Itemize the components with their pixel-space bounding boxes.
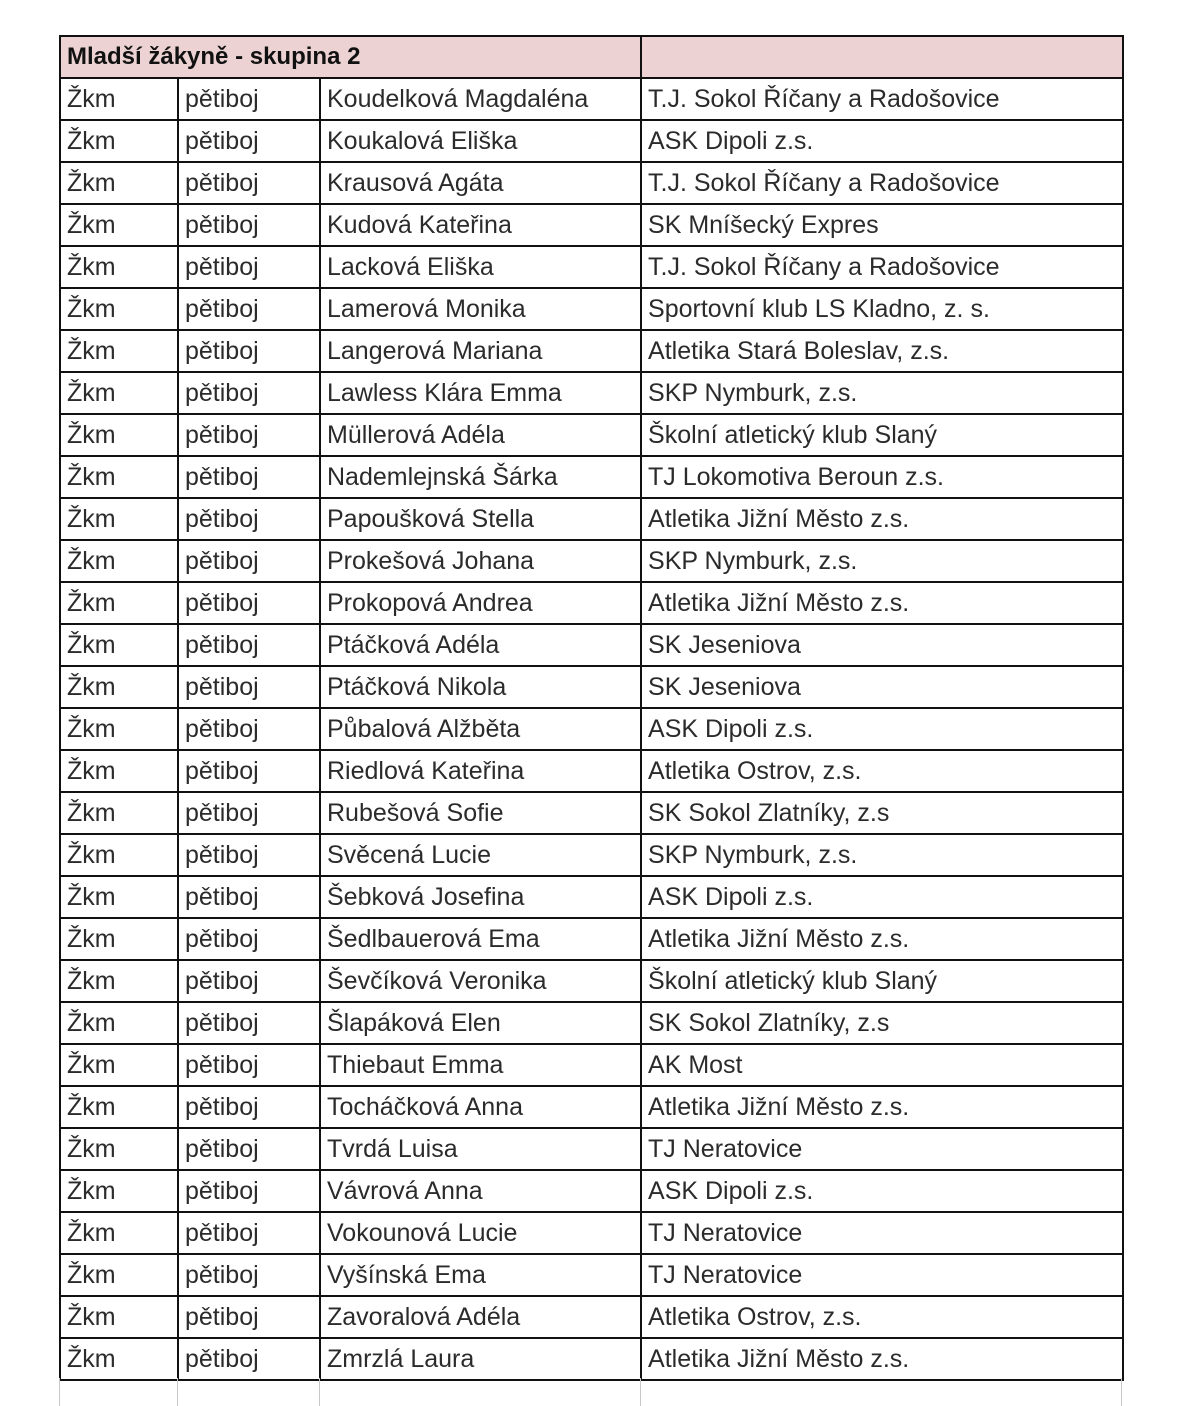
discipline-cell[interactable]: pětiboj bbox=[178, 120, 320, 162]
table-row bbox=[60, 456, 1123, 498]
athlete-name-cell[interactable]: Ptáčková Nikola bbox=[320, 666, 641, 708]
athlete-name-cell[interactable]: Šlapáková Elen bbox=[320, 1002, 641, 1044]
athlete-name-cell[interactable]: Půbalová Alžběta bbox=[320, 708, 641, 750]
athlete-name-cell[interactable]: Tvrdá Luisa bbox=[320, 1128, 641, 1170]
category-cell[interactable]: Žkm bbox=[60, 1086, 178, 1128]
table-row bbox=[60, 78, 1123, 120]
category-cell[interactable]: Žkm bbox=[60, 1212, 178, 1254]
table-row bbox=[60, 1212, 1123, 1254]
discipline-cell[interactable]: pětiboj bbox=[178, 876, 320, 918]
athlete-name-cell[interactable]: Vyšínská Ema bbox=[320, 1254, 641, 1296]
discipline-cell[interactable]: pětiboj bbox=[178, 1338, 320, 1380]
athlete-name-cell[interactable]: Lacková Eliška bbox=[320, 246, 641, 288]
table-row bbox=[60, 414, 1123, 456]
gridline bbox=[177, 1378, 178, 1406]
discipline-cell[interactable]: pětiboj bbox=[178, 792, 320, 834]
category-cell[interactable]: Žkm bbox=[60, 666, 178, 708]
club-cell[interactable]: SK Jeseniova bbox=[641, 624, 1123, 666]
table-row bbox=[60, 666, 1123, 708]
table-row bbox=[60, 1086, 1123, 1128]
table-row bbox=[60, 162, 1123, 204]
athlete-name-cell[interactable]: Prokešová Johana bbox=[320, 540, 641, 582]
category-cell[interactable]: Žkm bbox=[60, 120, 178, 162]
athlete-name-cell[interactable]: Zavoralová Adéla bbox=[320, 1296, 641, 1338]
club-cell[interactable]: T.J. Sokol Říčany a Radošovice bbox=[641, 78, 1123, 120]
table-row bbox=[60, 750, 1123, 792]
club-cell[interactable]: T.J. Sokol Říčany a Radošovice bbox=[641, 246, 1123, 288]
discipline-cell[interactable]: pětiboj bbox=[178, 330, 320, 372]
table-row bbox=[60, 960, 1123, 1002]
athlete-name-cell[interactable]: Müllerová Adéla bbox=[320, 414, 641, 456]
club-cell[interactable]: SKP Nymburk, z.s. bbox=[641, 372, 1123, 414]
discipline-cell[interactable]: pětiboj bbox=[178, 708, 320, 750]
group-title[interactable]: Mladší žákyně - skupina 2 bbox=[60, 36, 641, 78]
athlete-name-cell[interactable]: Rubešová Sofie bbox=[320, 792, 641, 834]
discipline-cell[interactable]: pětiboj bbox=[178, 414, 320, 456]
athlete-name-cell[interactable]: Lawless Klára Emma bbox=[320, 372, 641, 414]
category-cell[interactable]: Žkm bbox=[60, 1002, 178, 1044]
category-cell[interactable]: Žkm bbox=[60, 162, 178, 204]
table-row bbox=[60, 204, 1123, 246]
discipline-cell[interactable]: pětiboj bbox=[178, 1170, 320, 1212]
table-row bbox=[60, 1170, 1123, 1212]
club-cell[interactable]: SK Sokol Zlatníky, z.s bbox=[641, 792, 1123, 834]
discipline-cell[interactable]: pětiboj bbox=[178, 498, 320, 540]
category-cell[interactable]: Žkm bbox=[60, 1128, 178, 1170]
club-cell[interactable]: ASK Dipoli z.s. bbox=[641, 876, 1123, 918]
category-cell[interactable]: Žkm bbox=[60, 1170, 178, 1212]
athlete-name-cell[interactable]: Prokopová Andrea bbox=[320, 582, 641, 624]
club-cell[interactable]: TJ Neratovice bbox=[641, 1212, 1123, 1254]
table-row bbox=[60, 288, 1123, 330]
category-cell[interactable]: Žkm bbox=[60, 960, 178, 1002]
athlete-name-cell[interactable]: Nademlejnská Šárka bbox=[320, 456, 641, 498]
discipline-cell[interactable]: pětiboj bbox=[178, 666, 320, 708]
club-cell[interactable]: ASK Dipoli z.s. bbox=[641, 120, 1123, 162]
category-cell[interactable]: Žkm bbox=[60, 330, 178, 372]
table-row bbox=[60, 1128, 1123, 1170]
athlete-name-cell[interactable]: Langerová Mariana bbox=[320, 330, 641, 372]
club-cell[interactable]: SKP Nymburk, z.s. bbox=[641, 834, 1123, 876]
gridline bbox=[59, 1378, 60, 1406]
athlete-name-cell[interactable]: Ševčíková Veronika bbox=[320, 960, 641, 1002]
club-cell[interactable]: Atletika Ostrov, z.s. bbox=[641, 750, 1123, 792]
athlete-name-cell[interactable]: Krausová Agáta bbox=[320, 162, 641, 204]
club-cell[interactable]: AK Most bbox=[641, 1044, 1123, 1086]
table-row bbox=[60, 1044, 1123, 1086]
athlete-name-cell[interactable]: Šebková Josefina bbox=[320, 876, 641, 918]
club-cell[interactable]: ASK Dipoli z.s. bbox=[641, 1170, 1123, 1212]
club-cell[interactable]: Atletika Stará Boleslav, z.s. bbox=[641, 330, 1123, 372]
category-cell[interactable]: Žkm bbox=[60, 624, 178, 666]
table-row bbox=[60, 876, 1123, 918]
discipline-cell[interactable]: pětiboj bbox=[178, 1254, 320, 1296]
category-cell[interactable]: Žkm bbox=[60, 498, 178, 540]
gridline bbox=[319, 1378, 320, 1406]
category-cell[interactable]: Žkm bbox=[60, 876, 178, 918]
athlete-name-cell[interactable]: Lamerová Monika bbox=[320, 288, 641, 330]
discipline-cell[interactable]: pětiboj bbox=[178, 1212, 320, 1254]
category-cell[interactable]: Žkm bbox=[60, 372, 178, 414]
category-cell[interactable]: Žkm bbox=[60, 1296, 178, 1338]
gridline bbox=[640, 1378, 641, 1406]
discipline-cell[interactable]: pětiboj bbox=[178, 1044, 320, 1086]
group-header-row bbox=[60, 36, 1123, 78]
club-cell[interactable]: T.J. Sokol Říčany a Radošovice bbox=[641, 162, 1123, 204]
table-row bbox=[60, 120, 1123, 162]
discipline-cell[interactable]: pětiboj bbox=[178, 960, 320, 1002]
table-row bbox=[60, 330, 1123, 372]
table-row bbox=[60, 582, 1123, 624]
discipline-cell[interactable]: pětiboj bbox=[178, 540, 320, 582]
table-row bbox=[60, 498, 1123, 540]
club-cell[interactable]: Atletika Ostrov, z.s. bbox=[641, 1296, 1123, 1338]
table-row bbox=[60, 1254, 1123, 1296]
club-cell[interactable]: TJ Neratovice bbox=[641, 1128, 1123, 1170]
athlete-name-cell[interactable]: Thiebaut Emma bbox=[320, 1044, 641, 1086]
discipline-cell[interactable]: pětiboj bbox=[178, 582, 320, 624]
category-cell[interactable]: Žkm bbox=[60, 1254, 178, 1296]
athlete-name-cell[interactable]: Ptáčková Adéla bbox=[320, 624, 641, 666]
club-cell[interactable]: Atletika Jižní Město z.s. bbox=[641, 582, 1123, 624]
club-cell[interactable]: Atletika Jižní Město z.s. bbox=[641, 918, 1123, 960]
club-cell[interactable]: SK Sokol Zlatníky, z.s bbox=[641, 1002, 1123, 1044]
table-row bbox=[60, 1002, 1123, 1044]
category-cell[interactable]: Žkm bbox=[60, 414, 178, 456]
roster-table bbox=[59, 35, 1124, 1381]
athlete-name-cell[interactable]: Riedlová Kateřina bbox=[320, 750, 641, 792]
category-cell[interactable]: Žkm bbox=[60, 78, 178, 120]
category-cell[interactable]: Žkm bbox=[60, 918, 178, 960]
header-empty-cell[interactable] bbox=[641, 36, 1123, 78]
athlete-name-cell[interactable]: Vokounová Lucie bbox=[320, 1212, 641, 1254]
discipline-cell[interactable]: pětiboj bbox=[178, 1086, 320, 1128]
category-cell[interactable]: Žkm bbox=[60, 750, 178, 792]
club-cell[interactable]: SK Jeseniova bbox=[641, 666, 1123, 708]
club-cell[interactable]: TJ Neratovice bbox=[641, 1254, 1123, 1296]
table-row bbox=[60, 246, 1123, 288]
club-cell[interactable]: Sportovní klub LS Kladno, z. s. bbox=[641, 288, 1123, 330]
athlete-name-cell[interactable]: Koukalová Eliška bbox=[320, 120, 641, 162]
table-row bbox=[60, 372, 1123, 414]
club-cell[interactable]: SKP Nymburk, z.s. bbox=[641, 540, 1123, 582]
discipline-cell[interactable]: pětiboj bbox=[178, 204, 320, 246]
discipline-cell[interactable]: pětiboj bbox=[178, 834, 320, 876]
discipline-cell[interactable]: pětiboj bbox=[178, 456, 320, 498]
athlete-name-cell[interactable]: Kudová Kateřina bbox=[320, 204, 641, 246]
table-row bbox=[60, 918, 1123, 960]
category-cell[interactable]: Žkm bbox=[60, 1338, 178, 1380]
table-row bbox=[60, 792, 1123, 834]
athlete-name-cell[interactable]: Tocháčková Anna bbox=[320, 1086, 641, 1128]
table-row bbox=[60, 708, 1123, 750]
category-cell[interactable]: Žkm bbox=[60, 1044, 178, 1086]
club-cell[interactable]: Atletika Jižní Město z.s. bbox=[641, 1338, 1123, 1380]
club-cell[interactable]: SK Mníšecký Expres bbox=[641, 204, 1123, 246]
club-cell[interactable]: Atletika Jižní Město z.s. bbox=[641, 498, 1123, 540]
athlete-name-cell[interactable]: Papoušková Stella bbox=[320, 498, 641, 540]
discipline-cell[interactable]: pětiboj bbox=[178, 246, 320, 288]
category-cell[interactable]: Žkm bbox=[60, 288, 178, 330]
discipline-cell[interactable]: pětiboj bbox=[178, 1296, 320, 1338]
empty-grid-below bbox=[0, 1378, 1178, 1406]
category-cell[interactable]: Žkm bbox=[60, 708, 178, 750]
club-cell[interactable]: ASK Dipoli z.s. bbox=[641, 708, 1123, 750]
athlete-name-cell[interactable]: Vávrová Anna bbox=[320, 1170, 641, 1212]
category-cell[interactable]: Žkm bbox=[60, 246, 178, 288]
table-row bbox=[60, 834, 1123, 876]
category-cell[interactable]: Žkm bbox=[60, 834, 178, 876]
table-row bbox=[60, 1296, 1123, 1338]
athlete-name-cell[interactable]: Šedlbauerová Ema bbox=[320, 918, 641, 960]
athlete-name-cell[interactable]: Koudelková Magdaléna bbox=[320, 78, 641, 120]
club-cell[interactable]: Školní atletický klub Slaný bbox=[641, 414, 1123, 456]
table-row bbox=[60, 1338, 1123, 1380]
table-row bbox=[60, 624, 1123, 666]
table-row bbox=[60, 540, 1123, 582]
category-cell[interactable]: Žkm bbox=[60, 540, 178, 582]
discipline-cell[interactable]: pětiboj bbox=[178, 1002, 320, 1044]
gridline bbox=[1121, 1378, 1122, 1406]
discipline-cell[interactable]: pětiboj bbox=[178, 750, 320, 792]
athlete-name-cell[interactable]: Svěcená Lucie bbox=[320, 834, 641, 876]
category-cell[interactable]: Žkm bbox=[60, 456, 178, 498]
club-cell[interactable]: Školní atletický klub Slaný bbox=[641, 960, 1123, 1002]
club-cell[interactable]: TJ Lokomotiva Beroun z.s. bbox=[641, 456, 1123, 498]
discipline-cell[interactable]: pětiboj bbox=[178, 78, 320, 120]
discipline-cell[interactable]: pětiboj bbox=[178, 372, 320, 414]
category-cell[interactable]: Žkm bbox=[60, 204, 178, 246]
discipline-cell[interactable]: pětiboj bbox=[178, 624, 320, 666]
discipline-cell[interactable]: pětiboj bbox=[178, 1128, 320, 1170]
discipline-cell[interactable]: pětiboj bbox=[178, 918, 320, 960]
club-cell[interactable]: Atletika Jižní Město z.s. bbox=[641, 1086, 1123, 1128]
discipline-cell[interactable]: pětiboj bbox=[178, 288, 320, 330]
category-cell[interactable]: Žkm bbox=[60, 582, 178, 624]
discipline-cell[interactable]: pětiboj bbox=[178, 162, 320, 204]
athlete-name-cell[interactable]: Zmrzlá Laura bbox=[320, 1338, 641, 1380]
category-cell[interactable]: Žkm bbox=[60, 792, 178, 834]
